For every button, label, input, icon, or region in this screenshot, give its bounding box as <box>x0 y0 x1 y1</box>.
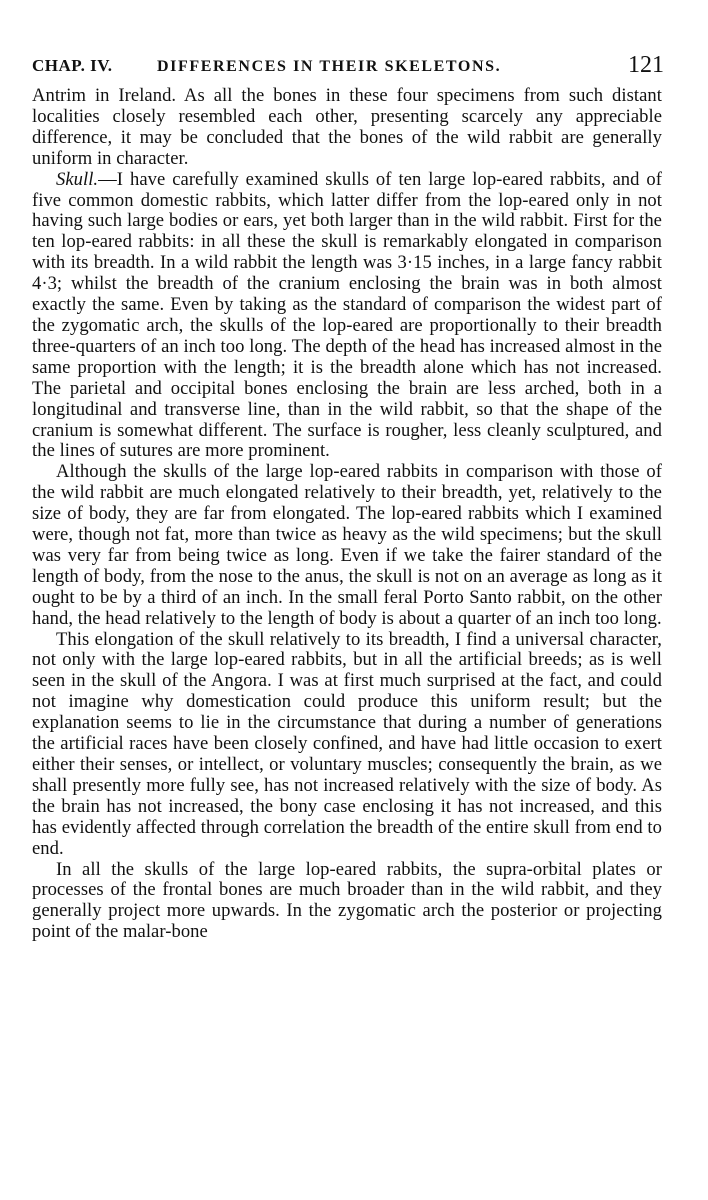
paragraph-4 <box>32 630 662 860</box>
book-page <box>32 52 662 943</box>
paragraph-text: In all the skulls of the large lop-eared rabbits, the supra-orbital plates or processes of the frontal bones are much broader than in the wild rabbit, and they generally project more upwards. In the zygomatic arch the posterior or projecting point of the malar-bone <box>32 858 662 943</box>
body-text <box>32 86 662 943</box>
section-title: DIFFERENCES IN THEIR SKELETONS. <box>157 58 502 75</box>
page-number: 121 <box>628 52 664 78</box>
paragraph-1 <box>32 86 662 170</box>
running-header <box>32 52 662 86</box>
chapter-label: CHAP. IV. <box>32 56 113 75</box>
paragraph-text: Although the skulls of the large lop-eared rabbits in comparison with those of the wild rabbit are much elongated relatively to their breadth, yet, relatively to the size of body, they are far from elongated. The lop-eared rabbits which I examined were, though not fat, more than twice as heavy as the wild specimens; but the skull was very far from being twice as long. Even if we take the fairer standard of the length of body, from the nose to the anus, the skull is not on an average as long as it ought to be by a third of an inch. In the small feral Porto Santo rabbit, on the other hand, the head relatively to the length of body is about a quarter of an inch too long. <box>32 461 662 629</box>
paragraph-text: This elongation of the skull relatively to its breadth, I find a universal character, not only with the large lop-eared rabbits, but in all the artificial breeds; as is well seen in the skull of the Angora. I was at first much surprised at the fact, and could not imagine why domestication could produce this uniform result; but the explanation seems to lie in the circumstance that during a number of generations the artificial races have been closely confined, and have had little occasion to exert either their senses, or intellect, or voluntary muscles; consequently the brain, as we shall presently more fully see, has not increased relatively with the size of body. As the brain has not increased, the bony case enclosing it has not increased, and this has evidently affected through correlation the breadth of the entire skull from end to end. <box>32 628 662 859</box>
paragraph-text: —I have carefully examined skulls of ten large lop-eared rabbits, and of five common domestic rabbits, which latter differ from the lop-eared only in not having such large bodies or ears, yet both larger than in the wild rabbit. First for the ten lop-eared rabbits: in all these the skull is remarkably elongated in comparison with its breadth. In a wild rabbit the length was 3·15 inches, in a large fancy rabbit 4·3; whilst the breadth of the cranium enclosing the brain was in both almost exactly the same. Even by taking as the standard of comparison the widest part of the zygomatic arch, the skulls of the lop-eared are proportionally to their breadth three-quarters of an inch too long. The depth of the head has increased almost in the same proportion with the length; it is the breadth alone which has not increased. The parietal and occipital bones enclosing the brain are less arched, both in a longitudinal and transverse line, than in the wild rabbit, so that the shape of the cranium is somewhat different. The surface is rougher, less cleanly sculptured, and the lines of sutures are more prominent. <box>32 168 662 462</box>
paragraph-lead: Skull. <box>56 168 99 190</box>
paragraph-text: Antrim in Ireland. As all the bones in these four specimens from such distant localities closely resembled each other, presenting scarcely any appreciable difference, it may be concluded that the bones of the wild rabbit are generally uniform in character. <box>32 85 662 169</box>
paragraph-2 <box>32 170 662 463</box>
paragraph-5 <box>32 860 662 944</box>
paragraph-3 <box>32 462 662 629</box>
